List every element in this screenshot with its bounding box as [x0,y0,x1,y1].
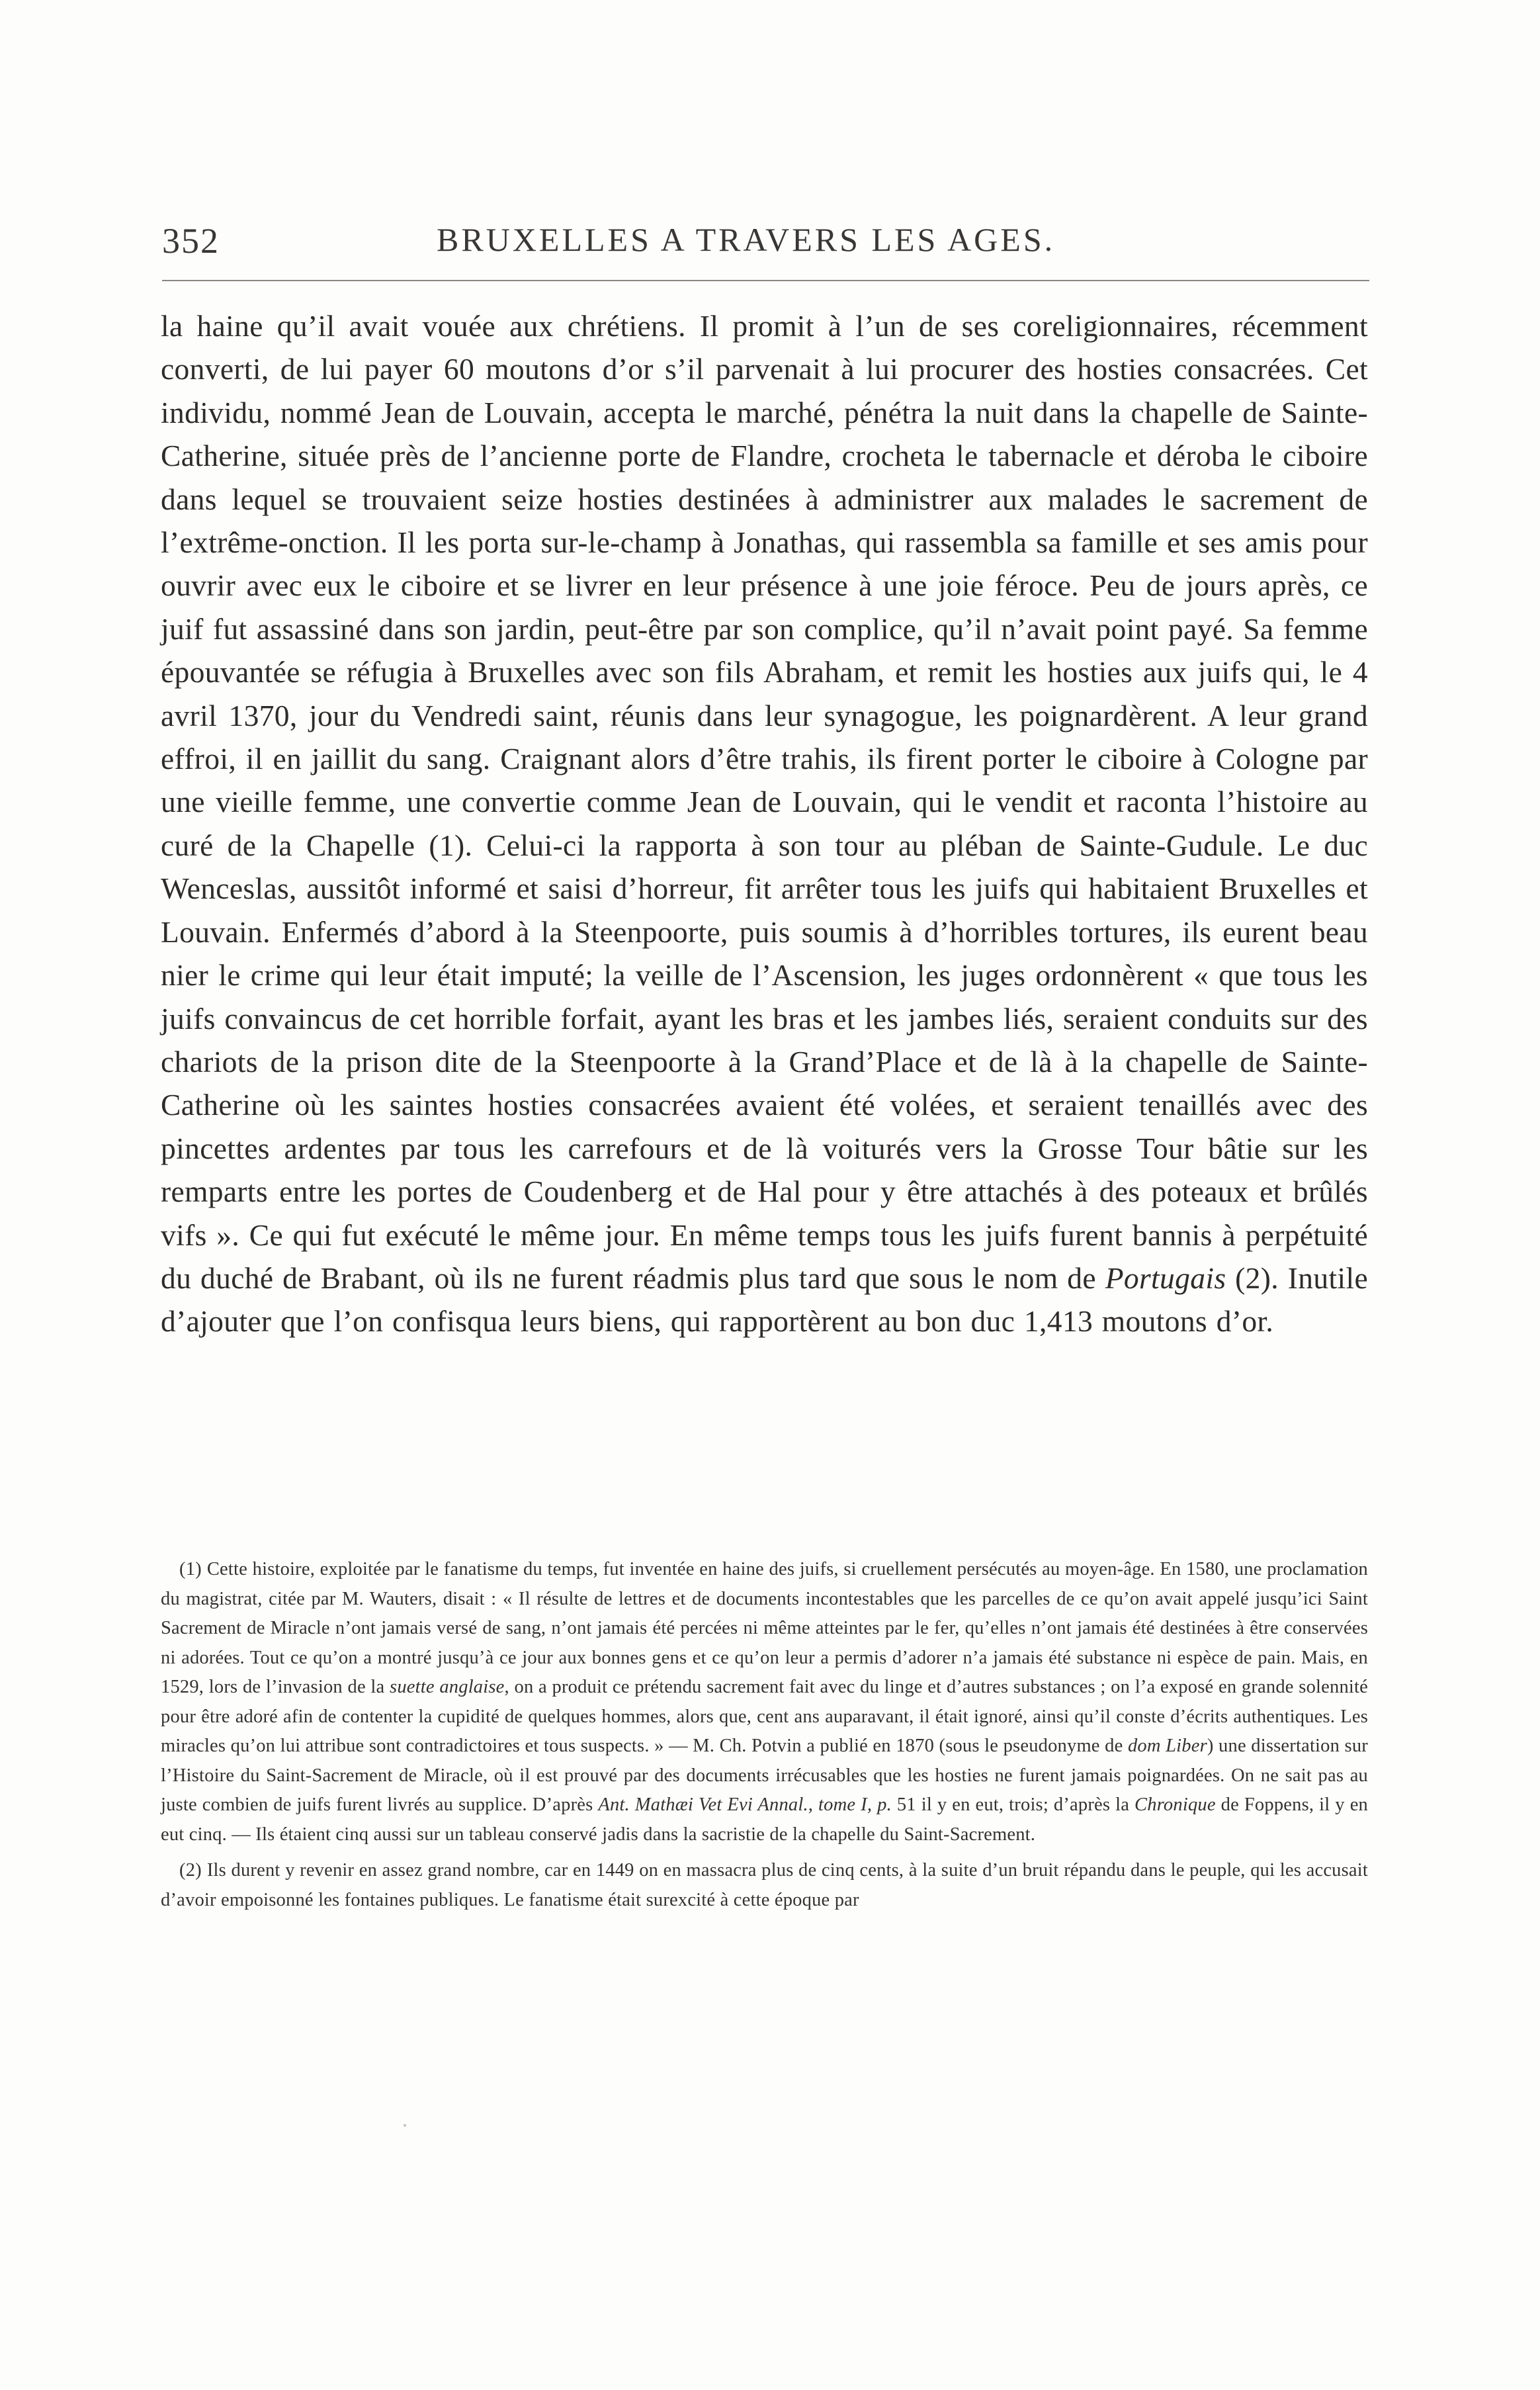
footnote-1-text-d: 51 il y en eut, trois; d’après la [891,1794,1135,1815]
footnote-1-italic-suette: suette anglaise [390,1677,505,1697]
page-number: 352 [162,221,220,261]
footnote-2-text: Ils durent y revenir en assez grand nombre, car en 1449 on en massacra plus de cinq cents, à la suite d’un bruit répandu dans le peuple, qui les accusait d’avoir empoisonné les fontaines publiques. Le fanatisme était surexcité à cette époque par [161,1860,1368,1910]
body-text-before: la haine qu’il avait vouée aux chrétiens. Il promit à l’un de ses coreligionnaires, récemment converti, de lui payer 60 moutons d’or s’il parvenait à lui procurer des hosties consacrées. Cet individu, nommé Jean de Louvain, accepta le marché, pénétra la nuit dans la chapelle de Sainte-Catherine, située près de l’ancienne porte de Flandre, crocheta le tabernacle et déroba le ciboire dans lequel se trouvaient seize hosties destinées à administrer aux malades le sacrement de l’extrême-onction. Il les porta sur-le-champ à Jonathas, qui rassembla sa famille et ses amis pour ouvrir avec eux le ciboire et se livrer en leur présence à une joie féroce. Peu de jours après, ce juif fut assassiné dans son jardin, peut-être par son complice, qu’il n’avait point payé. Sa femme épouvantée se réfugia à Bruxelles avec son fils Abraham, et remit les hosties aux juifs qui, le 4 avril 1370, jour du Vendredi saint, réunis dans leur synagogue, les poignardèrent. A leur grand effroi, il en jaillit du sang. Craignant alors d’être trahis, ils firent porter le ciboire à Cologne par une vieille femme, une convertie comme Jean de Louvain, qui le vendit et raconta l’histoire au curé de la Chapelle (1). Celui-ci la rapporta à son tour au pléban de Sainte-Gudule. Le duc Wenceslas, aussitôt informé et saisi d’horreur, fit arrêter tous les juifs qui habitaient Bruxelles et Louvain. Enfermés d’abord à la Steenpoorte, puis soumis à d’horribles tortures, ils eurent beau nier le crime qui leur était imputé; la veille de l’Ascension, les juges ordonnèrent « que tous les juifs convaincus de cet horrible forfait, ayant les bras et les jambes liés, seraient conduits sur des chariots de la prison dite de la Steenpoorte à la Grand’Place et de là à la chapelle de Sainte-Catherine où les saintes hosties consacrées avaient été volées, et seraient tenaillés avec des pincettes ardentes par tous les carrefours et de là voiturés vers la Grosse Tour bâtie sur les remparts entre les portes de Coudenberg et de Hal pour y être attachés à des poteaux et brûlés vifs ». Ce qui fut exécuté le même jour. En même temps tous les juifs furent bannis à perpétuité du duché de Brabant, où ils ne furent réadmis plus tard que sous le nom de [161,309,1368,1295]
header-rule [162,280,1369,281]
main-text [161,304,1368,1343]
body-text-after: (2). Inutile d’ajouter que l’on confisqua leurs biens, qui rapportèrent au bon duc 1,413 moutons d’or. [161,1261,1369,1339]
footnote-1-text-c: ) une dissertation sur l’Histoire du Saint-Sacrement de Miracle, où il est prouvé par des documents irrécusables que les hosties ne furent jamais poignardées. On ne sait pas au juste combien de juifs furent livrés au supplice. D’après [161,1736,1368,1815]
body-paragraph [161,304,1368,1343]
footnote-1-text-b: , on a produit ce prétendu sacrement fait avec du linge et d’autres substances ; on l’a exposé en grande solennité pour être adoré afin de contenter la cupidité de quelques hommes, alors que, cent ans auparavant, il était ignoré, ainsi qu’il conste d’écrits authentiques. Les miracles qu’on lui attribue sont contradictoires et tous suspects. » — M. Ch. Potvin a publié en 1870 (sous le pseudonyme de [161,1677,1368,1756]
footnote-1 [161,1555,1368,1849]
footnote-1-italic-mathaei: Ant. Mathæi Vet Evi Annal., tome I, p. [598,1794,892,1815]
paper-speck [404,2124,406,2127]
footnotes [161,1555,1368,1922]
footnote-2 [161,1856,1368,1915]
footnote-1-text-e: de Foppens, il y en eut cinq. — Ils étaient cinq aussi sur un tableau conservé jadis dans la sacristie de la chapelle du Saint-Sacrement. [161,1794,1368,1845]
page-header [162,215,1376,275]
footnote-1-italic-dom-liber: dom Liber [1127,1736,1207,1756]
running-title: BRUXELLES A TRAVERS LES AGES. [437,221,1056,258]
footnote-2-mark: (2) [179,1860,202,1881]
body-italic-word: Portugais [1105,1261,1226,1295]
footnote-1-italic-chronique: Chronique [1134,1794,1216,1815]
footnote-1-text-a: Cette histoire, exploitée par le fanatisme du temps, fut inventée en haine des juifs, si cruellement persécutés au moyen-âge. En 1580, une proclamation du magistrat, citée par M. Wauters, disait : « Il résulte de lettres et de documents incontestables que les parcelles de ce qu’on avait appelé jusqu’ici Saint Sacrement de Miracle n’ont jamais versé de sang, n’ont jamais été percées ni même atteintes par le fer, qu’elles n’ont jamais été destinées à être conservées ni adorées. Tout ce qu’on a montré jusqu’à ce jour aux bonnes gens et ce qu’on leur a permis d’adorer n’a jamais été substance ni espèce de pain. Mais, en 1529, lors de l’invasion de la [161,1559,1368,1697]
footnote-1-mark: (1) [179,1559,202,1579]
